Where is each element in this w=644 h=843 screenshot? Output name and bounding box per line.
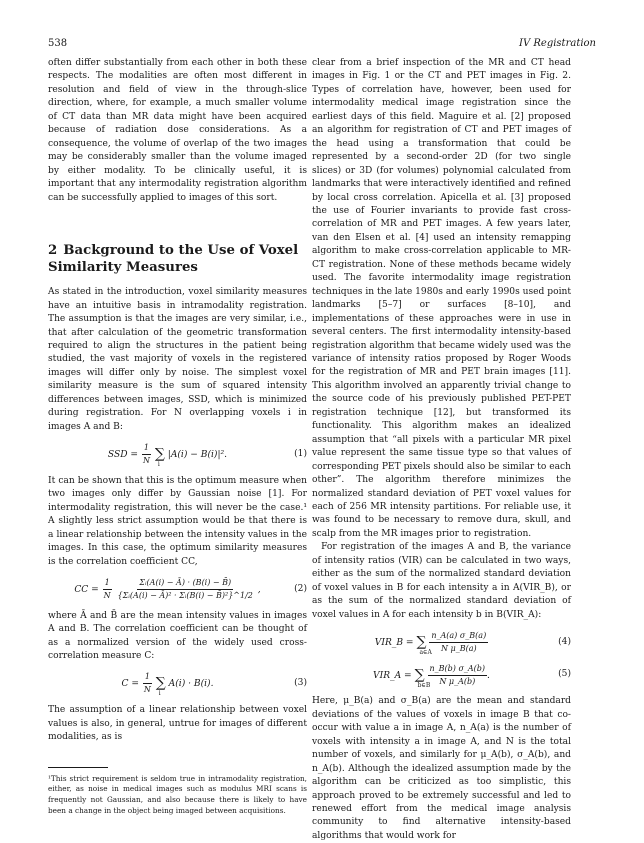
eq-lhs: SSD =: [107, 450, 139, 461]
sum-index: a∈A: [419, 649, 432, 656]
equation-1: [48, 442, 307, 467]
eq-body: |A(i) − B(i)|².: [167, 450, 228, 461]
equation-number: (1): [294, 448, 307, 459]
eq-fraction: [429, 630, 488, 655]
paragraph: For registration of the images A and B, the variance of intensity ratios (VIR) can be calculated in two ways, either as the sum of the normalized standard deviation of voxel values in B for each intensity a in A(VIR_B), or as the sum of the normalized standard deviation of voxel values in A for each intensity b in B(VIR_A):: [312, 542, 571, 620]
paragraph: often differ substantially from each other in both these respects. The modalities are often most different in resolution and field of view in the through-slice direction, where, for example, a much smaller volume of CT data than MR data might have been acquired because of radiation dose considerations. As a consequence, the volume of overlap of the two images may be considerably smaller than the volume imaged by either modality. To be clinically useful, it is important that any intermodality registration algorithm can be successfully applied to images of this sort.: [48, 58, 307, 203]
section-number: 2: [48, 242, 58, 258]
eq-lhs: C =: [121, 679, 139, 690]
sum-index: i: [157, 461, 160, 469]
running-header: [48, 38, 596, 49]
paragraph: where Ā and B̄ are the mean intensity values in images A and B. The correlation coefficient can be thought of as a normalized version of the widely used cross-correlation measure C:: [48, 610, 307, 662]
eq-den: N: [143, 685, 151, 695]
section-heading: [48, 243, 307, 276]
page-number: 538: [48, 38, 68, 49]
eq-fraction-main: [116, 577, 255, 602]
right-column: [312, 57, 571, 843]
eq-num: 1: [142, 442, 151, 455]
eq-fraction: [142, 671, 153, 696]
eq-lhs: VIR_B =: [374, 637, 414, 648]
sum-symbol: ∑ a∈A: [416, 634, 432, 656]
eq-den: N μ_A(b): [439, 676, 476, 686]
eq-lhs: CC =: [74, 584, 99, 595]
paragraph: It can be shown that this is the optimum measure when two images only differ by Gaussian noise [1]. For intermodality registration, this will never be the case.¹ A slightly less strict assumption would be that there is a linear relationship between the intensity values in the images. In this case, the optimum similarity measures is the correlation coefficient CC,: [48, 475, 307, 567]
eq-num: Σᵢ(A(i) − Ā) · (B(i) − B̄): [137, 577, 233, 590]
equation-number: (4): [558, 636, 571, 647]
eq-den: N μ_B(a): [440, 643, 477, 653]
sum-symbol: ∑ b∈B: [414, 666, 431, 689]
section-title: Background to the Use of Voxel Similarity Measures: [48, 242, 299, 275]
eq-lhs: VIR_A =: [373, 670, 412, 681]
sum-symbol: ∑ i: [154, 446, 165, 469]
equation-number: (2): [294, 583, 307, 594]
sum-index: b∈B: [417, 681, 431, 689]
equation-4: [312, 630, 571, 655]
footnote: ¹This strict requirement is seldom true in intramodality registration, either, as noise in medical images such as modulus MRI scans is frequently not Gaussian, and also because there is likely to have been a change in the object being imaged between acquisitions.: [48, 773, 307, 816]
sum-symbol: ∑ i: [155, 675, 166, 698]
eq-body: A(i) · B(i).: [168, 679, 214, 690]
left-column: [48, 57, 307, 817]
eq-fraction: [141, 442, 152, 467]
eq-den: N: [103, 590, 111, 600]
eq-den: {Σᵢ(A(i) − Ā)² · Σᵢ(B(i) − B̄)²}^1/2: [117, 590, 253, 600]
equation-2: CC = $\frac{1}{N}$ $\frac{\text{Σᵢ(A(i) − Ā) · (B(i) − B̄)}}{\text{\{Σᵢ(A(i) − Ā)² · Σᵢ(B(i) − B̄)²\}\textasciicircum{}1/2}}$ , (2): [74, 578, 307, 600]
paragraph: The assumption of a linear relationship between voxel values is also, in general, untrue for images of different modalities, as is: [48, 705, 307, 743]
eq-num: 1: [103, 577, 112, 590]
sum-index: i: [158, 690, 161, 698]
equation-5: VIR_A = ∑ b∈B $\frac{n\_B(b) \sigma\_A(b)}{\text{N μ\_A(b)}}$ . (5): [373, 663, 571, 689]
eq-num: 1: [143, 671, 152, 684]
eq-num: n_A(a) σ_B(a): [429, 630, 488, 643]
paragraph: Here, μ_B(a) and σ_B(a) are the mean and standard deviations of the values of voxels in image B that co-occur with value a in image A, n_A(a) is the number of voxels with intensity a in image A, and N is the total number of voxels, and similarly for μ_A(b), σ_A(b), and n_A(b). Although the idealized assumption made by the algorithm can be criticized as too simplistic, this approach proved to be extremely successful and led to renewed effort from the medical image analysis community to find alternative intensity-based algorithms that would work for: [312, 696, 571, 841]
equation-number: (3): [294, 678, 307, 689]
eq-fraction: [428, 663, 488, 688]
eq-num: n_B(b) σ_A(b): [428, 663, 488, 676]
eq-fraction: [102, 577, 113, 602]
footnote-rule: [48, 767, 108, 768]
equation-3: [48, 671, 307, 696]
eq-den: N: [142, 456, 150, 466]
running-title: IV Registration: [519, 38, 596, 49]
paragraph: As stated in the introduction, voxel similarity measures have an intuitive basis in intramodality registration. The assumption is that the images are very similar, i.e., that after calculation of the geometric transformation required to align the structures in the patient being studied, the vast majority of voxels in the registered images will differ only by noise. The simplest voxel similarity measure is the sum of squared intensity differences between images, SSD, which is minimized during registration. For N overlapping voxels i in images A and B:: [48, 287, 307, 432]
equation-number: (5): [558, 669, 571, 680]
paragraph: clear from a brief inspection of the MR and CT head images in Fig. 1 or the CT and PET images in Fig. 2. Types of correlation have, however, been used for intermodality medical image registration since the earliest days of this field. Maguire et al. [2] proposed an algorithm for registration of CT and PET images of the head using a transformation that could be represented by a second-order 2D (for two single slices) or 3D (for volumes) polynomial calculated from landmarks that were interactively identified and refined by local cross correlation. Apicella et al. [3] proposed the use of Fourier invariants to provide fast cross-correlation of MR and PET images. A few years later, van den Elsen et al. [4] used an intensity remapping algorithm to make cross-correlation applicable to MR-CT registration. None of these methods became widely used. The favorite intermodality image registration techniques in the late 1980s and early 1990s used point landmarks [5–7] or surfaces [8–10], and implementations of these approaches were in use in several centers. The first intermodality intensity-based registration algorithm that became widely used was the variance of intensity ratios proposed by Roger Woods for the registration of MR and PET brain images [11]. This algorithm involved an apparently trivial change to the source code of his previously published PET-PET registration technique [12], but transformed its functionality. This algorithm makes an idealized assumption that “all pixels with a particular MR pixel value represent the same tissue type so that values of corresponding PET pixels should also be similar to each other”. The algorithm therefore minimizes the normalized standard deviation of PET voxel values for each of 256 MR intensity partitions. For reliable use, it was found to be necessary to remove dura, skull, and scalp from the MR images prior to registration.: [312, 58, 571, 539]
